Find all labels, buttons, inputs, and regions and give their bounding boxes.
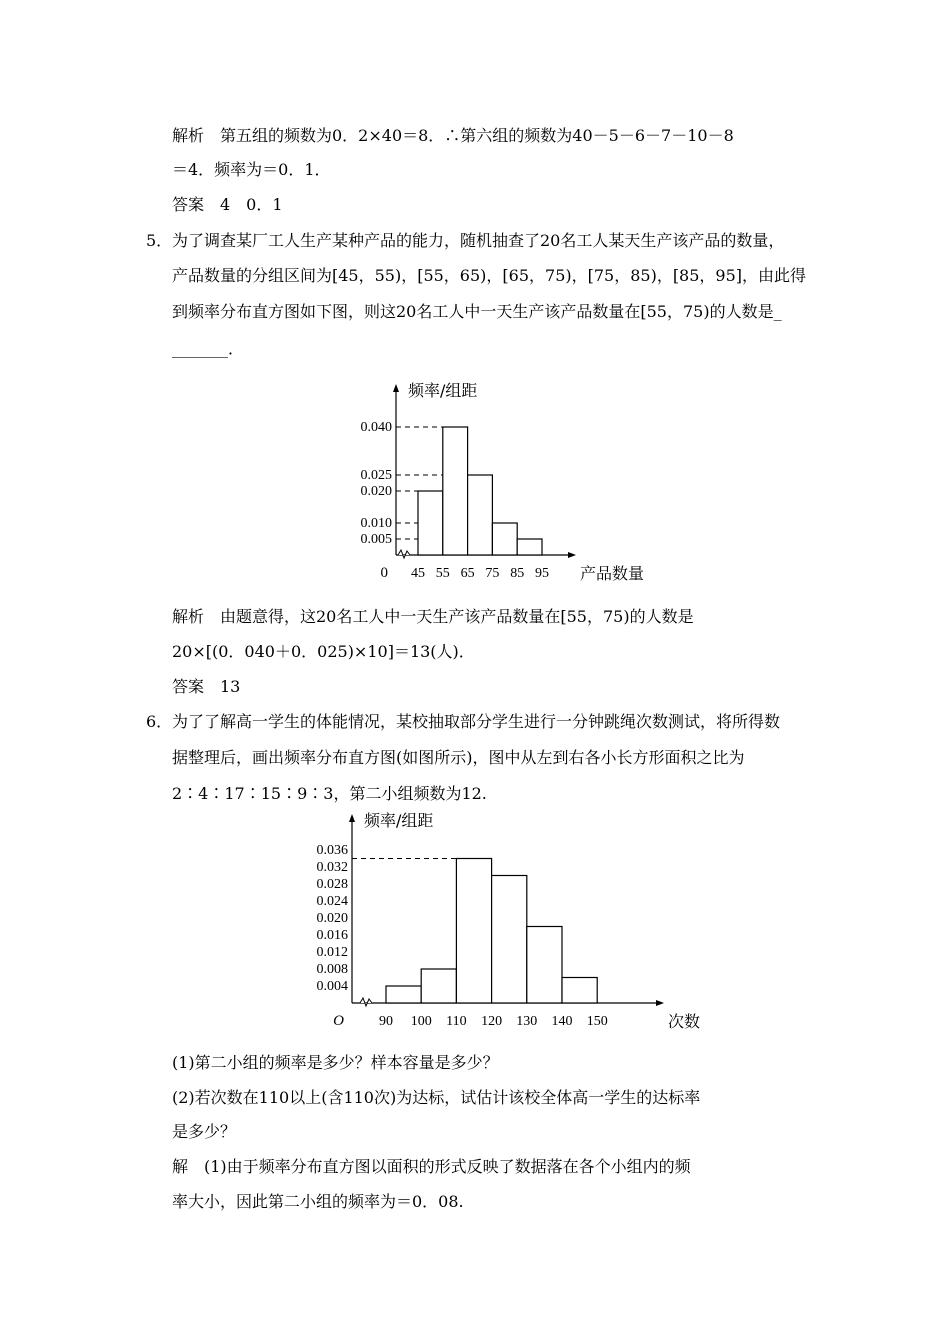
y-axis-title: 频率/组距 bbox=[364, 811, 434, 830]
y-tick-label: 0.036 bbox=[316, 843, 348, 858]
x-axis-title: 次数 bbox=[668, 1012, 701, 1031]
q6-line3: 2∶4∶17∶15∶9∶3，第二小组频数为12. bbox=[172, 784, 487, 803]
x-tick-label: 110 bbox=[446, 1014, 467, 1029]
x-tick-label: 90 bbox=[379, 1014, 393, 1029]
q5-answer: 答案 13 bbox=[172, 677, 241, 696]
y-tick-label: 0.040 bbox=[360, 420, 392, 435]
axis-break bbox=[398, 550, 410, 558]
x-tick-label: 45 bbox=[411, 566, 425, 581]
y-tick-label: 0.020 bbox=[316, 911, 348, 926]
x-tick-label: 55 bbox=[435, 566, 450, 581]
x-tick-label: 85 bbox=[510, 566, 525, 581]
bar-[85,95] bbox=[517, 539, 542, 555]
x-tick-label: 120 bbox=[481, 1014, 503, 1029]
y-tick-label: 0.005 bbox=[360, 532, 392, 547]
bar-[45,55) bbox=[418, 491, 443, 555]
q6-sub2-line1: (2)若次数在110以上(含110次)为达标，试估计该校全体高一学生的达标率 bbox=[172, 1088, 701, 1107]
y-tick-label: 0.020 bbox=[360, 484, 392, 499]
axis-break bbox=[360, 998, 372, 1006]
q5-line2: 产品数量的分组区间为[45，55)，[55，65)，[65，75)，[75，85)，[85，95]，由此得 bbox=[172, 266, 807, 285]
q5-line3: 到频率分布直方图如下图，则这20名工人中一天生产该产品数量在[55，75)的人数是_ bbox=[172, 302, 782, 321]
y-tick-label: 0.004 bbox=[316, 979, 348, 994]
bar-[90,100) bbox=[386, 986, 421, 1003]
q6-sub2-line2: 是多少？ bbox=[172, 1122, 237, 1141]
y-tick-label: 0.032 bbox=[316, 860, 348, 875]
x-axis-arrow bbox=[568, 552, 576, 558]
y-axis-arrow bbox=[393, 384, 399, 392]
y-axis-arrow bbox=[349, 814, 355, 822]
y-tick-label: 0.024 bbox=[316, 894, 348, 909]
q5-line4: _______． bbox=[172, 339, 245, 358]
y-tick-label: 0.016 bbox=[316, 928, 348, 943]
prev-analysis-line1: 解析 第五组的频数为0．2×40＝8．∴第六组的频数为40－5－6－7－10－8 bbox=[172, 126, 734, 145]
y-tick-label: 0.028 bbox=[316, 877, 348, 892]
x-tick-label: 65 bbox=[460, 566, 475, 581]
x-tick-label: 75 bbox=[485, 566, 500, 581]
x-axis-title: 产品数量 bbox=[580, 564, 645, 583]
q5-line1: 为了调查某厂工人生产某种产品的能力，随机抽查了20名工人某天生产该产品的数量， bbox=[172, 231, 785, 250]
bar-[55,65) bbox=[443, 427, 468, 555]
bar-[120,130) bbox=[492, 876, 527, 1004]
bar-[100,110) bbox=[421, 969, 456, 1003]
y-axis-title: 频率/组距 bbox=[408, 381, 478, 400]
x-tick-label: 140 bbox=[551, 1014, 573, 1029]
histogram-q6 bbox=[300, 811, 701, 1034]
q6-number: 6． bbox=[146, 712, 173, 731]
origin-label: O bbox=[333, 1013, 344, 1029]
y-tick-label: 0.010 bbox=[360, 516, 392, 531]
origin-label: 0 bbox=[380, 565, 388, 581]
q5-analysis-line2: 20×[(0．040＋0．025)×10]＝13(人)． bbox=[172, 642, 475, 661]
bar-[75,85) bbox=[492, 523, 517, 555]
y-tick-label: 0.008 bbox=[316, 962, 348, 977]
x-axis-arrow bbox=[656, 1000, 664, 1006]
x-tick-label: 150 bbox=[586, 1014, 608, 1029]
bar-[140,150] bbox=[562, 978, 597, 1004]
y-tick-label: 0.025 bbox=[360, 468, 392, 483]
x-tick-label: 130 bbox=[516, 1014, 538, 1029]
x-tick-label: 100 bbox=[410, 1014, 432, 1029]
q5-analysis-line1: 解析 由题意得，这20名工人中一天生产该产品数量在[55，75)的人数是 bbox=[172, 607, 694, 626]
bar-[110,120) bbox=[456, 859, 491, 1004]
q6-line2: 据整理后，画出频率分布直方图(如图所示)，图中从左到右各小长方形面积之比为 bbox=[172, 748, 745, 767]
q6-line1: 为了了解高一学生的体能情况，某校抽取部分学生进行一分钟跳绳次数测试，将所得数 bbox=[172, 712, 781, 731]
q5-number: 5． bbox=[146, 231, 173, 250]
q6-sol-line1: 解 (1)由于频率分布直方图以面积的形式反映了数据落在各个小组内的频 bbox=[172, 1157, 691, 1176]
bar-[130,140) bbox=[527, 927, 562, 1004]
histogram-q5 bbox=[340, 378, 645, 588]
x-tick-label: 95 bbox=[535, 566, 549, 581]
bar-[65,75) bbox=[468, 475, 493, 555]
q6-sub1: (1)第二小组的频率是多少？样本容量是多少？ bbox=[172, 1053, 499, 1072]
y-tick-label: 0.012 bbox=[316, 945, 348, 960]
prev-answer: 答案 4 0．1 bbox=[172, 195, 283, 214]
prev-analysis-line2: ＝4．频率为＝0．1． bbox=[172, 160, 331, 179]
q6-sol-line2: 率大小，因此第二小组的频率为＝0．08. bbox=[172, 1192, 464, 1211]
